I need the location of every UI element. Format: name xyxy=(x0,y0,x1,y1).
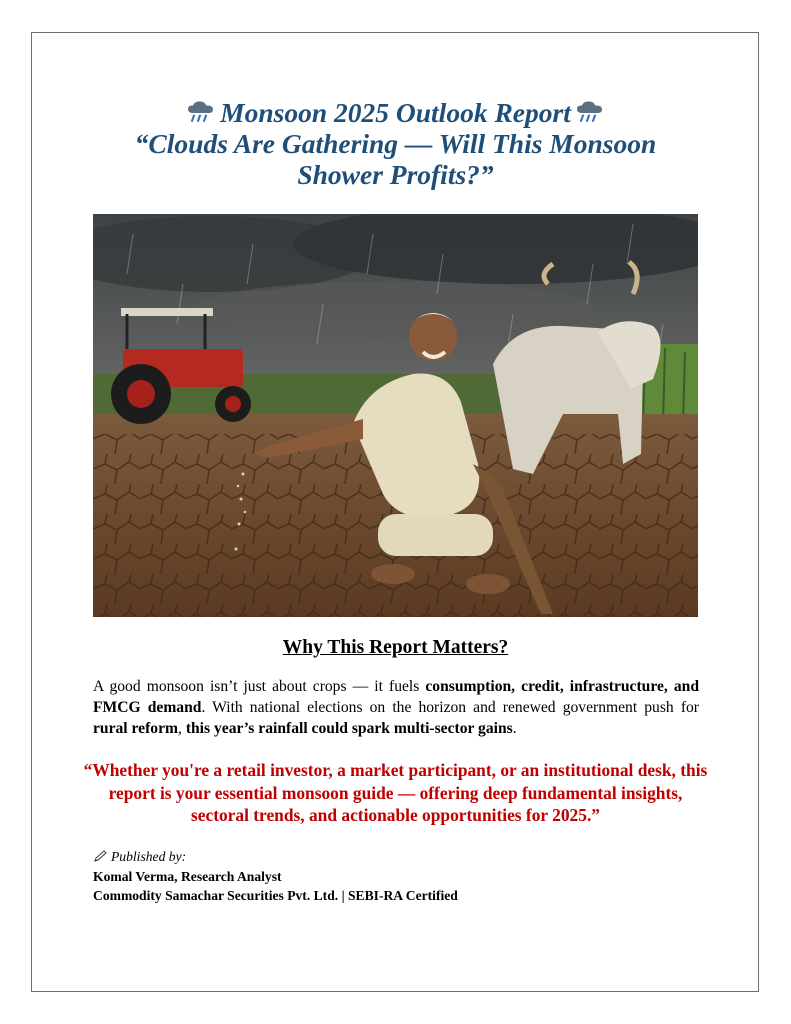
report-title xyxy=(40,97,751,190)
hero-photo xyxy=(93,214,698,617)
intro-text: A good monsoon isn’t just about crops — it fuels xyxy=(93,678,426,695)
intro-emphasis: consumption, credit, infrastructure, and FMCG demand xyxy=(93,678,700,716)
title-line-2: “Clouds Are Gathering — Will This Monsoon xyxy=(134,128,657,159)
cloud-rain-icon xyxy=(186,100,216,124)
intro-emphasis: this year’s rainfall could spark multi-sector gains xyxy=(185,719,513,737)
company-line: Commodity Samachar Securities Pvt. Ltd. | SEBI-RA Certified xyxy=(93,888,458,903)
section-heading-text: Why This Report Matters? xyxy=(282,637,509,658)
published-by-label xyxy=(93,847,693,867)
title-text-1: Monsoon 2025 Outlook Report xyxy=(220,97,571,128)
intro-emphasis: rural reform xyxy=(93,719,179,737)
cloud-rain-icon xyxy=(575,100,605,124)
pen-icon xyxy=(93,850,107,862)
intro-text: . xyxy=(512,719,517,737)
title-line-1 xyxy=(40,97,751,128)
intro-paragraph xyxy=(93,677,699,739)
publisher-block xyxy=(93,847,693,906)
title-line-3: Shower Profits?” xyxy=(297,159,494,190)
intro-text: , xyxy=(178,719,186,737)
author-line: Komal Verma, Research Analyst xyxy=(93,868,282,884)
intro-text: . With national elections on the horizon and renewed government push for xyxy=(201,698,699,716)
section-heading xyxy=(40,636,751,660)
pull-quote: “Whether you're a retail investor, a market participant, or an institutional desk, this report is your essential monsoon guide — offering deep fundamental insights, sectoral trends, and actionable opportunities for 2025.” xyxy=(83,760,708,825)
published-by-text: Published by: xyxy=(111,849,187,864)
